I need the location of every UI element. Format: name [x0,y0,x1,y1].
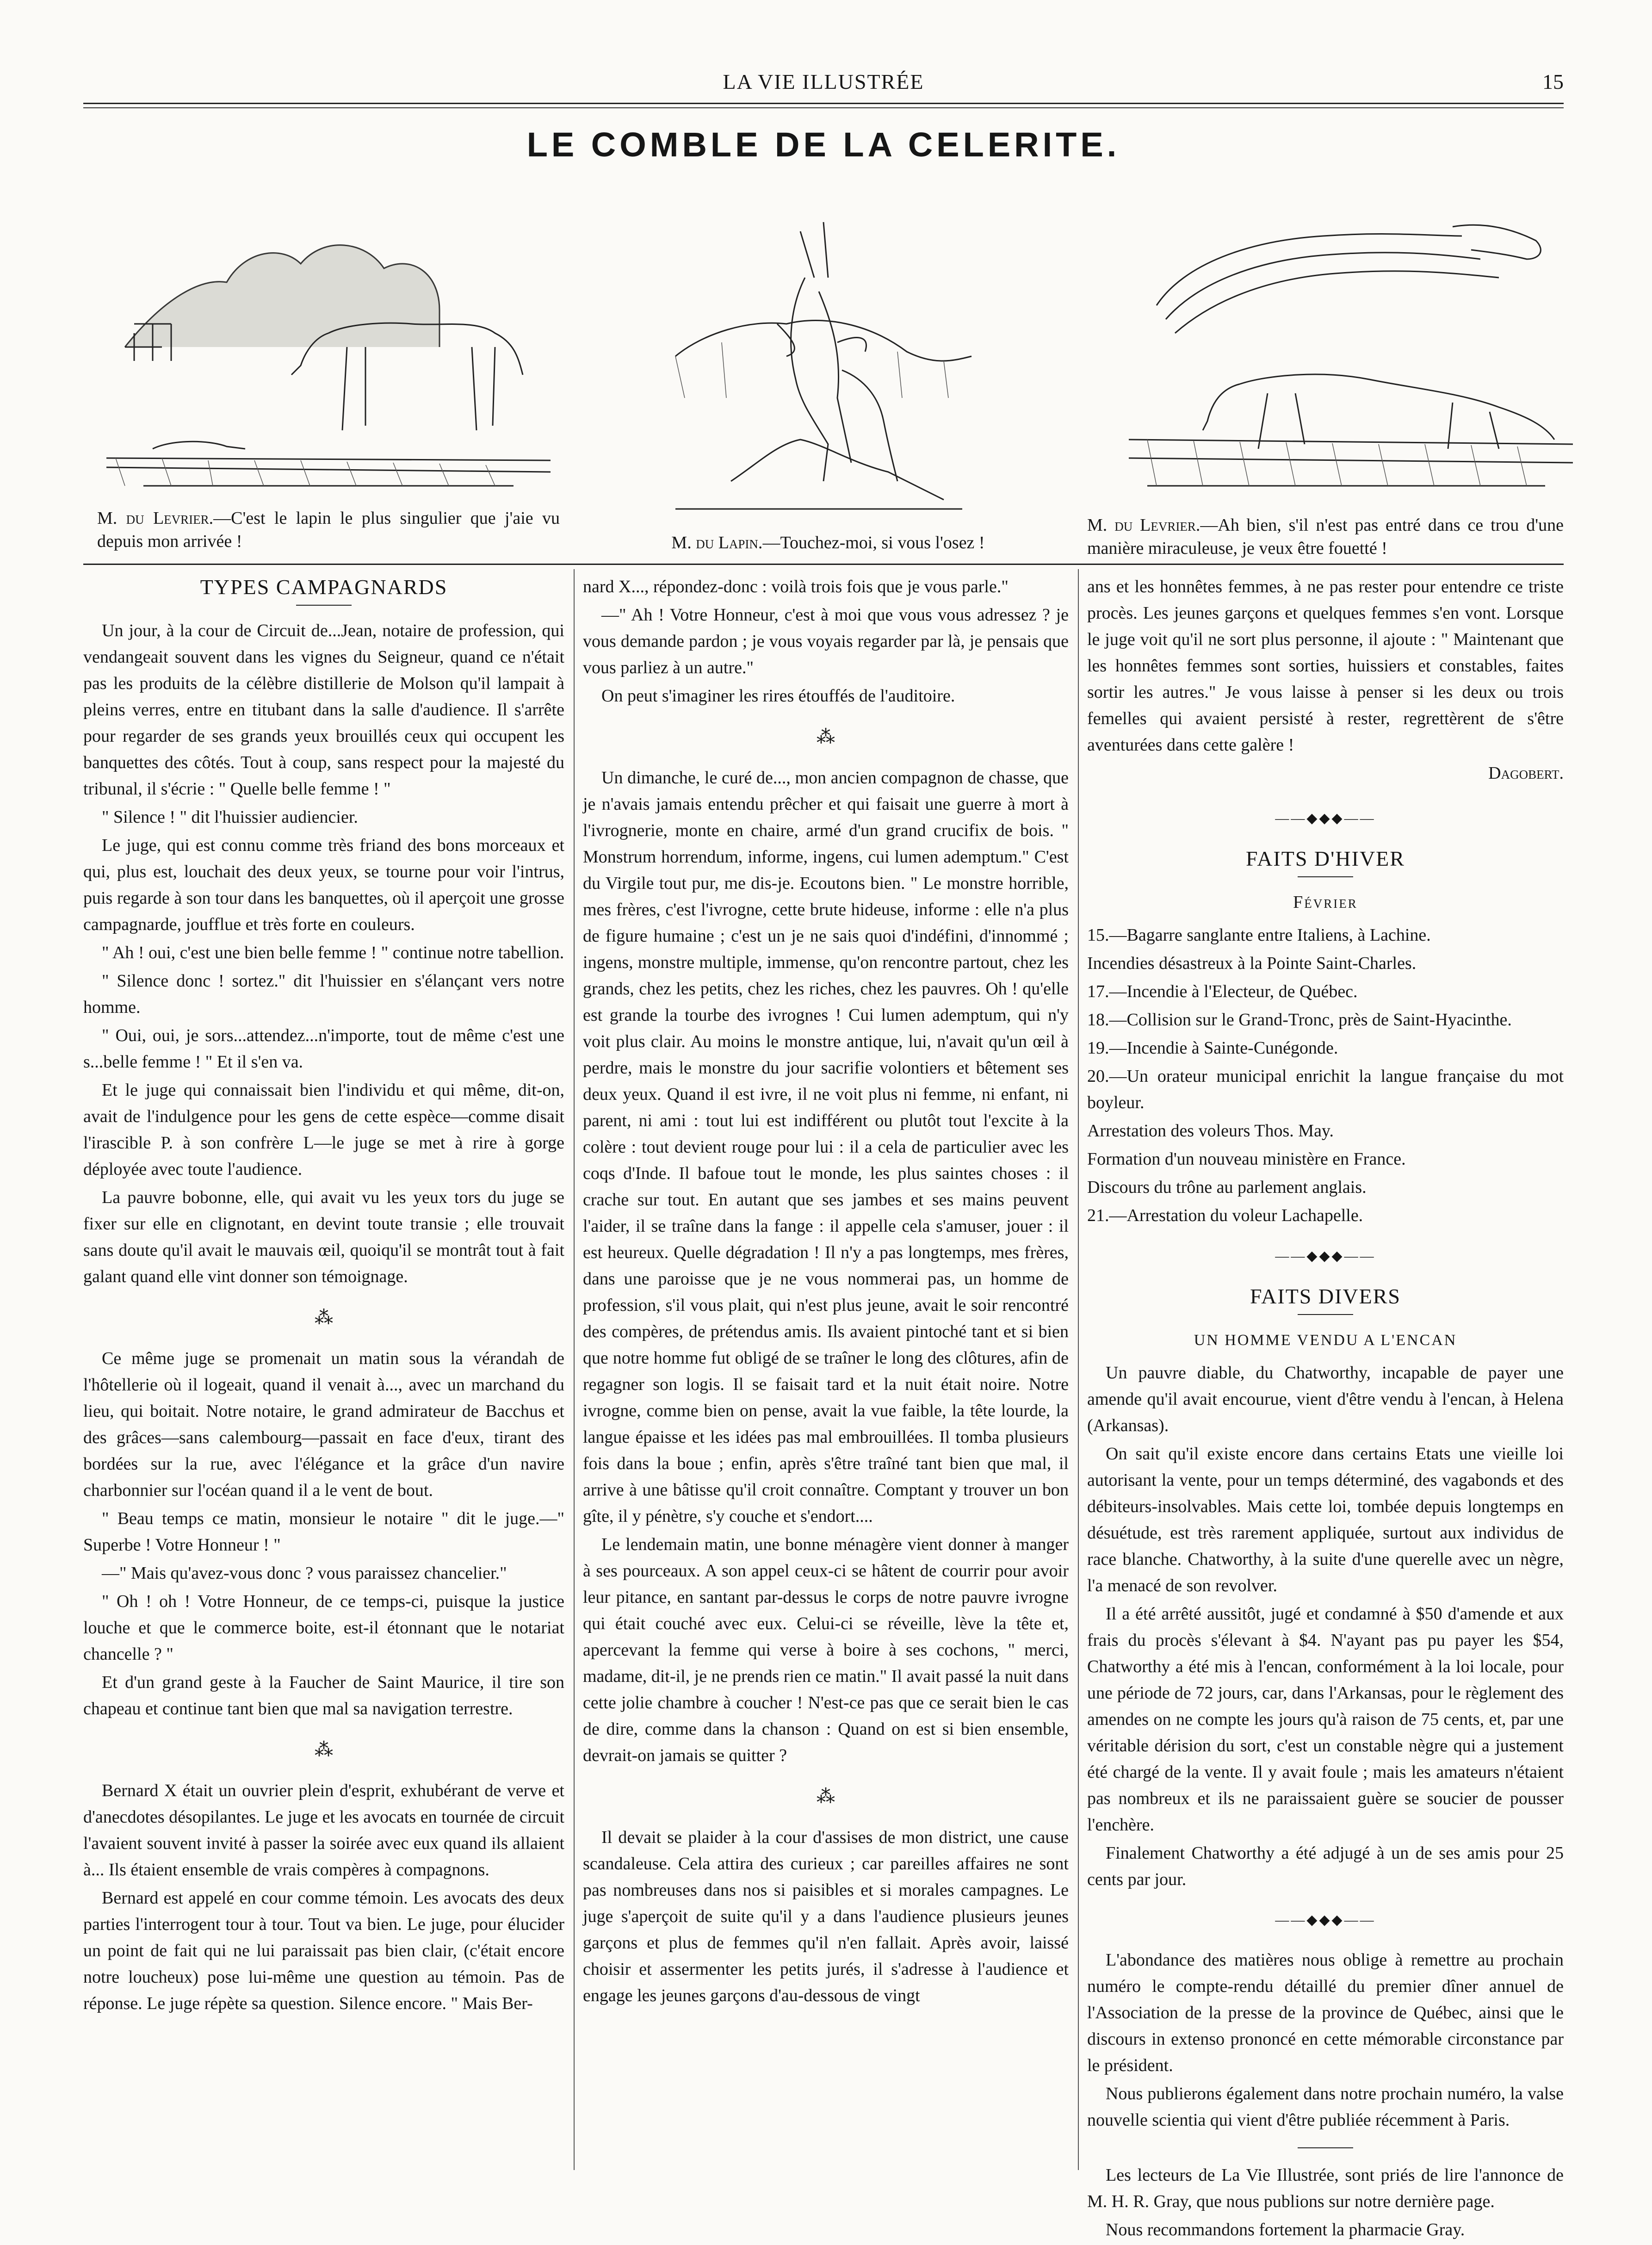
paragraph: Nous recommandons fortement la pharmacie Gray. [1106,2220,1465,2239]
paragraph: " Oh ! oh ! Votre Honneur, de ce temps-ci, puisque la justice louche et que le commerce boite, est-il étonnant que le notariat chancelle ? " [83,1592,564,1664]
paragraph: " Oui, oui, je sors...attendez...n'importe, tout de même c'est une s...belle femme ! " Et il s'en va. [83,1026,564,1072]
paragraph: ans et les honnêtes femmes, à ne pas rester pour entendre ce triste procès. Les jeunes garçons et quelques femmes s'en vont. Lorsque le juge voit qu'il ne sort plus personne, il ajoute : " Maintenant que les honnêtes femmes sont sorties, huissiers et constables, faites sortir les autres." Je vous laisse à penser si les deux ou trois femelles qui avaient persisté à rester, regrettèrent de s'être aventurées dans cette galère ! [1087,577,1564,755]
running-title: LA VIE ILLUSTRÉE [723,70,924,93]
event-entry: 19.—Incendie à Sainte-Cunégonde. [1087,1038,1338,1058]
caption-speaker: M. du Lapin. [671,533,763,552]
event-entry: Formation d'un nouveau ministère en France. [1087,1149,1406,1169]
paragraph: " Beau temps ce matin, monsieur le notaire " dit le juge.—" Superbe ! Votre Honneur ! " [83,1509,564,1555]
section-heading: FAITS DIVERS [1250,1284,1401,1308]
paragraph: —" Mais qu'avez-vous donc ? vous paraissez chancelier." [102,1563,507,1583]
asterism: ⁂ [817,726,835,747]
paragraph: Le lendemain matin, une bonne ménagère vient donner à manger à ses pourceaux. A son appel ceux-ci se hâtent de courrir pour avoir leur pitance, en santant par-dessus le corps de notre pauvre ivrogne qui était couché avec eux. Celui-ci se réveille, lève la tête et, apercevant la femme qui verse à boire à ses cochons, " merci, madame, dit-il, je ne prends rien ce matin." Il avait passé la nuit dans cette jolie chambre à coucher ! N'est-ce pas que ce serait bien le cas de dire, comme dans la chanson : Quand on est si bien ensemble, devrait-on jamais se quitter ? [583,1535,1069,1765]
illustration-greyhound-looking [106,208,551,495]
paragraph: " Silence donc ! sortez." dit l'huissier en s'élançant vers notre homme. [83,971,564,1017]
article-subheading: UN HOMME VENDU A L'ENCAN [1194,1332,1457,1349]
paragraph: Nous publierons également dans notre prochain numéro, la valse nouvelle scientia qui vient d'être publiée récemment à Paris. [1087,2084,1564,2130]
paragraph: Bernard X était un ouvrier plein d'esprit, exhubérant de verve et d'anecdotes désopilantes. Le juge et les avocats en tournée de circuit l'avaient souvent invité à passer la soirée avec eux quand ils allaient à... Ils étaient ensemble de vrais compères à compagnons. [83,1781,564,1879]
caption-speaker: M. du Levrier. [1087,515,1200,535]
paragraph: Bernard est appelé en cour comme témoin. Les avocats des deux parties l'interrogent tour à tour. Tout va bien. Le juge, pour élucider un point de fait qui ne lui paraissait pas bien clair, (c'était encore notre loucheux) pose lui-même une question au témoin. Pas de réponse. Le juge répète sa question. Silence encore. " Mais Ber- [83,1888,564,2013]
column-separator [1078,569,1079,2170]
separator-rule [1298,2147,1353,2148]
column-separator [574,569,575,2170]
caption-text: —Touchez-moi, si vous l'osez ! [762,533,985,552]
paragraph: Un jour, à la cour de Circuit de...Jean, notaire de profession, qui vendangeait souvent dans les vignes du Seigneur, quand ce n'était pas les produits de la célèbre distillerie de Molson qu'il lampait à pleins verres, entre en titubant dans la salle d'audience. Il s'arrête pour regarder de ses grands yeux brouillés ceux qui occupent les banquettes des côtés. Tout à coup, sans respect pour la majesté du tribunal, il s'écrie : " Quelle belle femme ! " [83,621,564,799]
main-title: LE COMBLE DE LA CELERITE. [526,125,1120,164]
paragraph: " Ah ! oui, c'est une bien belle femme ! " continue notre tabellion. [102,943,564,962]
paragraph: L'abondance des matières nous oblige à remettre au prochain numéro le compte-rendu détaillé du premier dîner annuel de l'Association de la presse de la province de Québec, ainsi que le discours in extenso prononcé en cette mémorable circonstance par le président. [1087,1950,1564,2075]
asterism: ⁂ [315,1307,333,1328]
paragraph: Et d'un grand geste à la Faucher de Saint Maurice, il tire son chapeau et continue tant bien que mal sa navigation terrestre. [83,1673,564,1718]
section-rule [83,564,1564,565]
asterism: ⁂ [315,1739,333,1760]
column-1 [83,574,564,2019]
paragraph: Il devait se plaider à la cour d'assises de mon district, une cause scandaleuse. Cela attira des curieux ; car pareilles affaires ne sont pas nombreuses dans nos si paisibles et si morales campagnes. Le juge s'aperçoit de suite qu'il y a dans l'audience plusieurs jeunes garçons et plus de femmes qu'il n'en fallait. Après avoir, laissé choisir et assermenter les petits jurés, il s'adresse à l'audience et engage les jeunes garçons d'au-dessous de vingt [583,1828,1069,2005]
heading-rule [1298,876,1353,877]
paragraph: On sait qu'il existe encore dans certains Etats une vieille loi autorisant la vente, pour un temps déterminé, des vagabonds et des débiteurs-insolvables. Mais cette loi, tombée depuis longtemps en désuétude, est très rarement appliquée, surtout aux individus de race blanche. Chatworthy, à la suite d'une querelle avec un nègre, l'a menacé de son revolver. [1087,1444,1564,1595]
paragraph: " Silence ! " dit l'huissier audiencier. [102,807,358,827]
event-entry: 21.—Arrestation du voleur Lachapelle. [1087,1206,1363,1225]
illustration-greyhound-hole [1129,208,1573,495]
asterism: ⁂ [817,1786,835,1807]
paragraph: nard X..., répondez-donc : voilà trois fois que je vous parle." [583,577,1009,596]
paragraph: Un dimanche, le curé de..., mon ancien compagnon de chasse, que je n'avais jamais entendu prêcher et qui faisait une guerre à mort à l'ivrognerie, monte en chaire, armé d'un grand crucifix de bois. " Monstrum horrendum, informe, ingens, cui lumen ademptum." C'est du Virgile tout pur, me dis-je. Ecoutons bien. " Le monstre horrible, mes frères, c'est l'ivrogne, cette brute hideuse, informe : elle n'a plus de figure humaine ; c'est un je ne sais quoi d'indéfini, d'innommé ; ingens, monstre multiple, immense, qu'on rencontre partout, chez les grands, chez les petits, chez les riches, chez les pauvres. Oh ! qu'elle est grande la tourbe des ivrognes ! Cui lumen ademptum, qui n'y voit plus clair. Au moins le monstre antique, lui, n'avait qu'un œil à perdre, mais le monstre du jour sacrifie volontiers et bêtement ses deux yeux. Quand il est ivre, il ne voit plus ni femme, ni enfant, ni parent, ni ami : tout lui est indifférent ou plutôt tout l'excite à la colère : tout devient rouge pour lui : il a cela de particulier avec les coqs d'Inde. Il bafoue tout le monde, les plus saintes choses : il crache sur tout. En autant que ses jambes et ses mains peuvent l'aider, il se traîne dans la fange : il appelle cela s'amuser, jouer : il est heureux. Quelle dégradation ! Il n'y a pas longtemps, mes frères, dans une paroisse que je ne vous nommerai pas, un homme de profession, s'il vous plait, qui n'est plus jeune, avait le soir rencontré des compères, de prétendus amis. Ils avaient pintoché tant et si bien que notre homme fut obligé de se traîner le long des clôtures, afin de regagner son logis. Il se faisait tard et la nuit était noire. Notre ivrogne, comme bien on pense, avait la vue faible, la tête lourde, la langue épaisse et les idées pas mal embrouillées. Il tomba plusieurs fois dans la boue ; enfin, après s'être traîné tant bien que mal, il arrive à une bâtisse qu'il croit connaître. Comptant y trouver un bon gîte, il y pénètre, s'y couche et s'endort.... [583,768,1069,1526]
event-entry: 17.—Incendie à l'Electeur, de Québec. [1087,982,1358,1001]
paragraph: On peut s'imaginer les rires étouffés de l'auditoire. [601,686,955,706]
caption-1 [97,507,560,553]
caption-3 [1087,514,1564,560]
event-entry: Incendies désastreux à la Pointe Saint-Charles. [1087,954,1417,973]
running-head [83,69,1564,97]
paragraph: Il a été arrêté aussitôt, jugé et condamné à $50 d'amende et aux frais du procès s'élevant à $4. N'ayant pas pu payer les $54, Chatworthy a été mis à l'encan, conformément à la loi locale, pour une période de 72 jours, car, dans l'Arkansas, pour le règlement des amendes on ne compte les jours qu'à raison de 75 cents, et, par une véritable dérision du sort, c'est un constable nègre qui a justement été chargé de la vente. Il y avait foule ; mais les amateurs n'étaient pas nombreux et ils ne paraissaient guère se soucier de pousser l'enchère. [1087,1604,1564,1835]
caption-text: —Ah bien, s'il n'est pas entré dans ce trou d'une manière miraculeuse, je veux être fouetté ! [1087,515,1564,558]
event-entry: Discours du trône au parlement anglais. [1087,1178,1367,1197]
paragraph: Ce même juge se promenait un matin sous la vérandah de l'hôtellerie où il logeait, quand il venait à..., avec un marchand du lieu, qui boitait. Notre notaire, le grand admirateur de Bacchus et des grâces—sans calembourg—passait en face d'eux, tirant des bordées sur la rue, avec l'élégance et la grâce d'un navire charbonnier sur l'océan quand il a le vent de bout. [83,1349,564,1500]
header-rule [83,103,1564,104]
caption-text: —C'est le lapin le plus singulier que j'aie vu depuis mon arrivée ! [97,509,560,551]
paragraph: Finalement Chatworthy a été adjugé à un de ses amis pour 25 cents par jour. [1087,1843,1564,1889]
caption-2 [638,531,1018,554]
section-heading: TYPES CAMPAGNARDS [200,575,448,599]
paragraph: —" Ah ! Votre Honneur, c'est à moi que vous vous adressez ? je vous demande pardon ; je vous voyais regarder par là, je pensais que vous parliez à un autre." [583,605,1069,677]
caption-speaker: M. du Levrier. [97,509,214,528]
paragraph: Les lecteurs de La Vie Illustrée, sont priés de lire l'annonce de M. H. R. Gray, que nous publions sur notre dernière page. [1087,2165,1564,2211]
paragraph: Et le juge qui connaissait bien l'individu et qui même, dit-on, avait de l'indulgence pour les gens de cette espèce—comme disait l'irascible P. à son confrère L—le juge se met à rire à gorge déployée avec toute l'audience. [83,1080,564,1179]
paragraph: Un pauvre diable, du Chatworthy, incapable de payer une amende qu'il avait encourue, vient d'être vendu à l'encan, à Helena (Arkansas). [1087,1363,1564,1435]
paragraph: La pauvre bobonne, elle, qui avait vu les yeux tors du juge se fixer sur elle en clignotant, en devint toute transie ; elle trouvait sans doute qu'il avait le mauvais œil, quoiqu'il se montrât tout à fait galant quand elle vint donner son témoignage. [83,1188,564,1286]
section-heading: FAITS D'HIVER [1246,847,1405,870]
header-rule-thin [83,107,1564,108]
illustration-rabbit-standing [648,204,981,527]
ornament: ——◆◆◆—— [1275,1912,1376,1928]
month-heading: Février [1293,893,1358,912]
column-2 [583,574,1069,2011]
heading-rule [296,605,352,606]
column-3 [1087,574,1564,2245]
paragraph: Le juge, qui est connu comme très friand des bons morceaux et qui, plus est, louchait des deux yeux, se tourne pour voir l'intrus, puis regarde à son tour dans les banquettes, où il aperçoit une grosse campagnarde, joufflue et très forte en couleurs. [83,836,564,934]
page-number: 15 [1542,70,1564,93]
event-entry: Arrestation des voleurs Thos. May. [1087,1121,1334,1141]
event-entry: 20.—Un orateur municipal enrichit la langue française du mot boyleur. [1087,1067,1564,1112]
event-entry: 15.—Bagarre sanglante entre Italiens, à Lachine. [1087,925,1431,945]
event-entry: 18.—Collision sur le Grand-Tronc, près de Saint-Hyacinthe. [1087,1010,1512,1029]
ornament: ——◆◆◆—— [1275,1248,1376,1264]
heading-rule [1298,1314,1353,1315]
signature: Dagobert. [1488,763,1564,783]
ornament: ——◆◆◆—— [1275,811,1376,826]
